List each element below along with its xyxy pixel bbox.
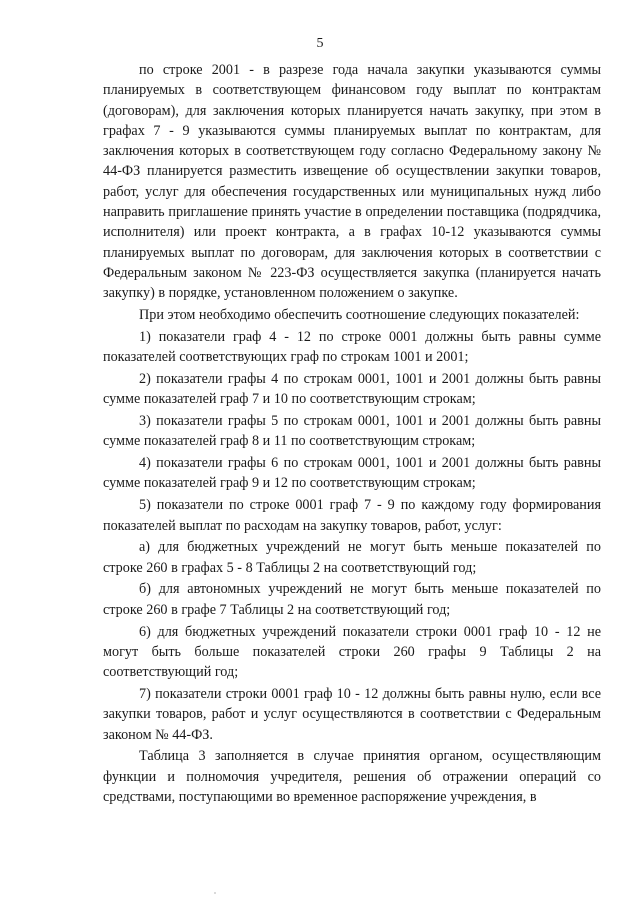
- paragraph-line-2001: по строке 2001 - в разрезе года начала закупки указываются суммы планируемых в соответствующем финансовом году выплат по контрактам (договорам), для заключения которых планируется начать закупку, при этом в графах 7 - 9 указываются суммы планируемых выплат по контрактам, для заключения которых в соответствующем году согласно Федеральному закону № 44-ФЗ планируется разместить извещение об осуществлении закупки товаров, работ, услуг для обеспечения государственных или муниципальных нужд либо направить приглашение принять участие в определении поставщика (подрядчика, исполнителя) или проект контракта, а в графах 10-12 указываются суммы планируемых выплат по договорам, для заключения которых в соответствии с Федеральным законом № 223-ФЗ осуществляется закупка (планируется начать закупку) в порядке, установленном положением о закупке.: [103, 62, 601, 302]
- list-item-4: 4) показатели графы 6 по строкам 0001, 1001 и 2001 должны быть равны сумме показателей граф 9 и 12 по соответствующим строкам;: [103, 455, 601, 492]
- list-item-7: 7) показатели строки 0001 граф 10 - 12 должны быть равны нулю, если все закупки товаров, работ и услуг осуществляются в соответствии с Федеральным законом № 44-ФЗ.: [103, 685, 601, 743]
- page-number: 5: [316, 36, 324, 51]
- paragraph-table-3: Таблица 3 заполняется в случае принятия органом, осуществляющим функции и полномочия учредителя, решения об отражении операций со средствами, поступающими во временное распоряжение учреждения, в: [103, 748, 601, 805]
- list-item-3: 3) показатели графы 5 по строкам 0001, 1001 и 2001 должны быть равны сумме показателей граф 8 и 11 по соответствующим строкам;: [103, 413, 601, 450]
- list-item-5a: а) для бюджетных учреждений не могут быть меньше показателей по строке 260 в графах 5 - 8 Таблицы 2 на соответствующий год;: [103, 539, 601, 576]
- document-body: [103, 60, 601, 809]
- scan-speck: [214, 892, 216, 894]
- list-item-5b: б) для автономных учреждений не могут быть меньше показателей по строке 260 в графе 7 Таблицы 2 на соответствующий год;: [103, 581, 601, 618]
- list-item-6: 6) для бюджетных учреждений показатели строки 0001 граф 10 - 12 не могут быть больше показателей строки 260 графы 9 Таблицы 2 на соответствующий год;: [103, 623, 601, 681]
- list-item-1: 1) показатели граф 4 - 12 по строке 0001 должны быть равны сумме показателей соответствующих граф по строкам 1001 и 2001;: [103, 328, 601, 366]
- paragraph-ratio-intro: При этом необходимо обеспечить соотношение следующих показателей:: [139, 307, 580, 324]
- list-item-2: 2) показатели графы 4 по строкам 0001, 1001 и 2001 должны быть равны сумме показателей граф 7 и 10 по соответствующим строкам;: [103, 370, 601, 408]
- list-item-5: 5) показатели по строке 0001 граф 7 - 9 по каждому году формирования показателей выплат по расходам на закупку товаров, работ, услуг:: [103, 497, 601, 534]
